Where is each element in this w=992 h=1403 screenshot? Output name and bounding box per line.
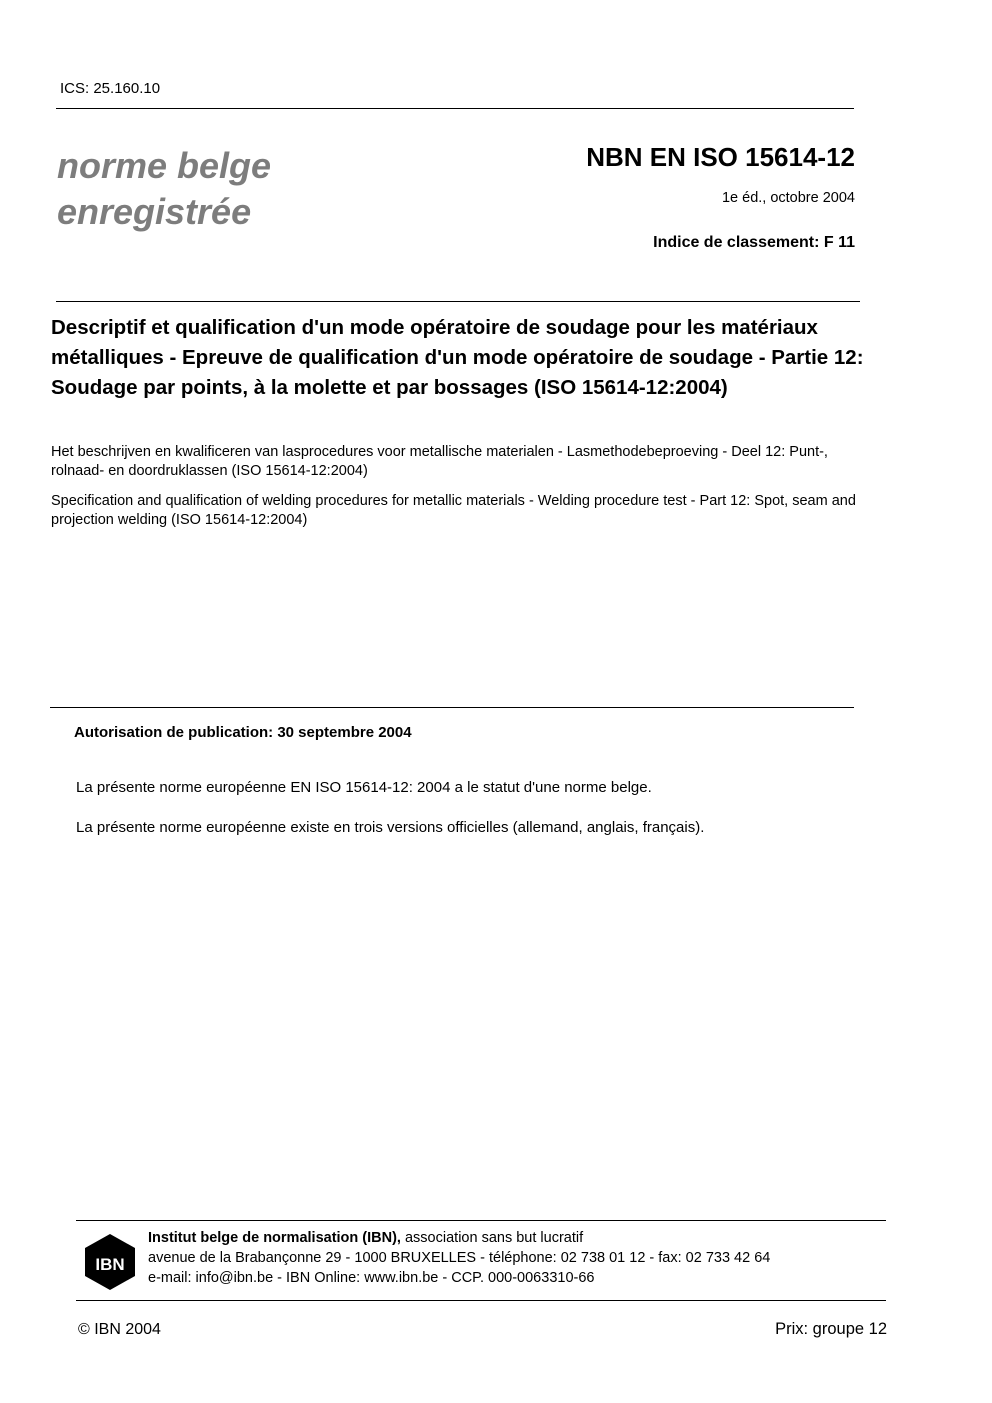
title-english: Specification and qualification of welding procedures for metallic materials - Welding procedure test - Part 12: Spot, seam and projection welding (ISO 15614-12:2004) (51, 493, 856, 528)
copyright: © IBN 2004 (78, 1321, 161, 1338)
title-dutch: Het beschrijven en kwalificeren van lasprocedures voor metallische materialen - Lasmethodebeproeving - Deel 12: Punt-, rolnaad- en doordruklassen (ISO 15614-12:2004) (51, 444, 828, 479)
institute-line (148, 1228, 770, 1248)
institute-name: Institut belge de normalisation (IBN), (148, 1230, 401, 1246)
ibn-logo (84, 1233, 136, 1291)
footer-bottom-rule (76, 1300, 886, 1301)
institute-address: avenue de la Brabançonne 29 - 1000 BRUXELLES - téléphone: 02 738 01 12 - fax: 02 733 42 64 (148, 1250, 771, 1266)
brand-label (57, 143, 271, 235)
classification-index: Indice de classement: F 11 (653, 234, 855, 251)
edition-date: 1e éd., octobre 2004 (721, 190, 855, 206)
price-group: Prix: groupe 12 (775, 1320, 887, 1338)
versions-statement: La présente norme européenne existe en trois versions officielles (allemand, anglais, français). (76, 819, 705, 836)
header-rule (56, 108, 854, 109)
title-rule (56, 301, 860, 302)
publication-rule (50, 707, 854, 708)
brand-line-2: enregistrée (57, 191, 252, 232)
brand-line-1: norme belge (57, 145, 272, 186)
institute-contact: e-mail: info@ibn.be - IBN Online: www.ibn.be - CCP. 000-0063310-66 (148, 1270, 595, 1286)
footer-top-rule (76, 1220, 886, 1221)
status-statement: La présente norme européenne EN ISO 15614-12: 2004 a le statut d'une norme belge. (76, 779, 652, 796)
ics-code: ICS: 25.160.10 (60, 80, 161, 97)
institute-info (148, 1228, 770, 1288)
title-french: Descriptif et qualification d'un mode opératoire de soudage pour les matériaux métalliques - Epreuve de qualification d'un mode opératoire de soudage - Partie 12: Soudage par points, à la molette et par bossages (ISO 15614-12:2004) (51, 316, 864, 399)
publication-authorisation: Autorisation de publication: 30 septembre 2004 (74, 724, 412, 741)
standard-number: NBN EN ISO 15614-12 (586, 142, 855, 172)
institute-description: association sans but lucratif (400, 1230, 584, 1246)
ibn-logo-text: IBN (95, 1255, 125, 1274)
